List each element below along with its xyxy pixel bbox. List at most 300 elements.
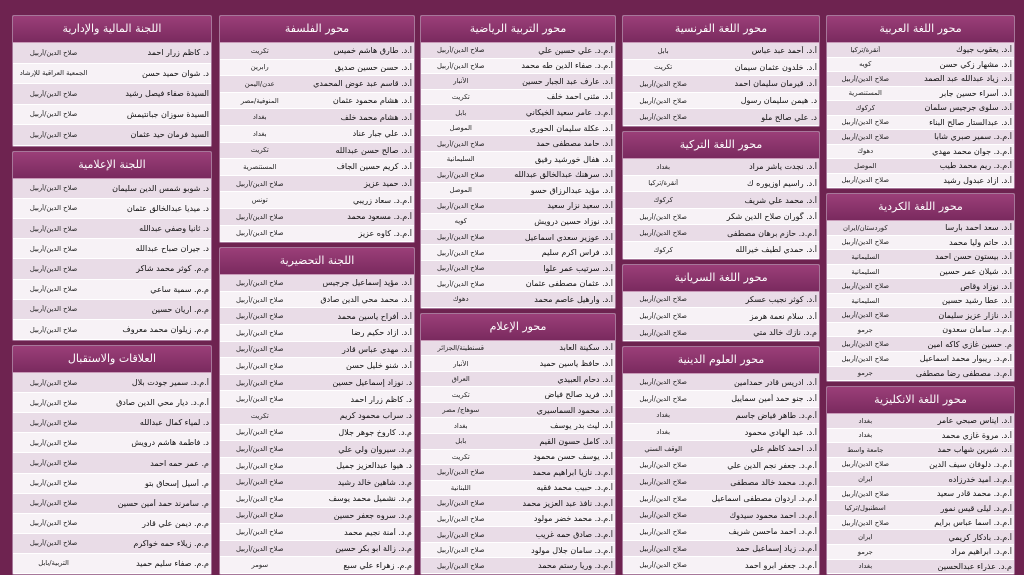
member-row	[827, 414, 1014, 429]
member-affiliation: صلاح الدين/أربيل	[29, 48, 78, 57]
member-name: أ.د. حسن حسين صديق	[334, 62, 412, 72]
member-affiliation: صلاح الدين/أربيل	[235, 229, 284, 238]
member-affiliation: صلاح الدين/أربيل	[29, 519, 78, 528]
committee-card	[826, 15, 1015, 189]
member-row	[220, 192, 414, 209]
member-row	[623, 76, 819, 93]
member-row	[827, 236, 1014, 251]
member-row	[623, 391, 819, 408]
member-row	[220, 325, 414, 342]
member-affiliation: السليمانية	[851, 252, 880, 261]
member-name: أ.م.د. وريا رستم محمد	[538, 561, 613, 571]
member-affiliation: صلاح الدين/أربيل	[235, 544, 284, 553]
member-row	[827, 58, 1014, 73]
member-name: السيد فرمان حيد عثمان	[130, 130, 209, 140]
member-row	[13, 64, 211, 85]
member-name: أ.د. كريم حسين الجاف	[336, 162, 412, 172]
member-name: م.د. نازك خالد متي	[753, 328, 817, 338]
member-row	[13, 320, 211, 340]
member-name: أ.د. عكلة سليمان الحوري	[529, 123, 613, 133]
member-name: أ.د. عطا رشيد حسين	[941, 296, 1012, 306]
member-row	[827, 367, 1014, 382]
member-name: أ.د. أفراح ياسين محمد	[337, 311, 412, 321]
committee-card	[622, 131, 820, 260]
member-name: أ.م.د. نازيا ابراهيم محمد	[532, 467, 613, 477]
member-name: أ.د. عبد الهادي محمود	[744, 427, 817, 437]
member-row	[220, 375, 414, 392]
member-list	[13, 179, 211, 341]
member-name: د. شوبو شمس الدين سليمان	[112, 183, 209, 193]
member-affiliation: صلاح الدين/أربيل	[29, 224, 78, 233]
member-name: أ.م.د. علي حسين علي	[538, 45, 613, 55]
member-name: د. نوزاد إسماعيل حسين	[332, 378, 412, 388]
member-row	[220, 491, 414, 508]
member-affiliation: صلاح الدين/أربيل	[29, 539, 78, 548]
committee-card	[622, 15, 820, 127]
member-list	[13, 373, 211, 574]
member-affiliation: اللبنانية	[450, 483, 471, 492]
member-name: أ.د. مثنى احمد خلف	[546, 92, 613, 102]
member-name: أ.م.د. احمد ماحسن شريف	[728, 527, 817, 537]
member-row	[827, 159, 1014, 174]
member-affiliation: ايران	[858, 533, 873, 542]
committee-title: اللجنة المالية والإدارية	[13, 16, 211, 43]
member-row	[220, 541, 414, 558]
member-name: أ.د. ازاد حكيم رضا	[351, 328, 412, 338]
member-row	[827, 43, 1014, 58]
committee-title: محور العلوم الدينية	[623, 347, 819, 374]
member-affiliation: تكريت	[451, 452, 470, 461]
member-list	[827, 43, 1014, 188]
member-name: أ.م.د. سمير صبري شابا	[934, 132, 1012, 142]
member-name: م.م. زهراء علي سبع	[343, 560, 412, 570]
member-affiliation: صلاح الدين/أربيل	[29, 204, 78, 213]
member-name: أ.د. سعيد نزار سعيد	[547, 201, 613, 211]
member-affiliation: صلاح الدين/أربيل	[639, 561, 687, 570]
member-name: أ.م.د. اسما عباس برايم	[934, 518, 1012, 528]
member-row	[220, 557, 414, 574]
member-affiliation: بغداد	[656, 162, 670, 171]
member-affiliation: صلاح الدين/أربيل	[436, 233, 485, 242]
member-affiliation: صلاح الدين/أربيل	[639, 511, 687, 520]
member-name: أ.م.د. محمد قادر سعيد	[936, 489, 1012, 499]
member-row	[421, 43, 615, 59]
member-name: د. كاظم زرار احمد	[147, 48, 209, 58]
column-4	[826, 15, 1015, 575]
member-name: أ.م.د. ليلى قيس نمور	[940, 503, 1012, 513]
member-affiliation: كويه	[454, 217, 467, 226]
member-row	[220, 159, 414, 176]
member-affiliation: صلاح الدين/أربيل	[436, 561, 485, 570]
member-name: أ.م.د. جوان محمد مهدي	[932, 146, 1012, 156]
member-affiliation: صلاح الدين/أربيل	[29, 244, 78, 253]
member-name: أ.د. حافظ ياسين حميد	[539, 359, 613, 368]
member-affiliation: صلاح الدين/أربيل	[639, 378, 687, 387]
member-row	[421, 168, 615, 184]
member-name: م.م. اريان حسين	[151, 304, 209, 314]
member-affiliation: صلاح الدين/أربيل	[235, 511, 284, 520]
member-row	[421, 199, 615, 215]
member-name: د. شوان حميد حسن	[141, 68, 209, 78]
member-affiliation: صلاح الدين/أربيل	[639, 79, 687, 88]
member-name: م.د. نشميل محمد يوسف	[328, 494, 412, 504]
member-name: أ.د. دحام العبيدي	[557, 374, 613, 384]
member-row	[421, 292, 615, 308]
member-affiliation: بابل	[657, 46, 669, 55]
member-affiliation: المستنصرية	[243, 162, 277, 171]
member-name: أ.م.د. جعفر نجم الدين علي	[727, 460, 817, 470]
member-name: د. جيران صباح عبدالله	[135, 244, 209, 254]
member-name: أ.د. نوزاد حسين درويش	[534, 216, 613, 226]
member-name: أ.د. فريد صالح فياض	[544, 390, 613, 400]
member-name: أ.م.د. محمد خالد مصطفى	[730, 477, 817, 487]
member-row	[220, 76, 414, 93]
member-name: م.د. شاهين خالد رشيد	[337, 477, 412, 487]
member-name: أ.م.د. جعفر ابرو احمد	[745, 560, 817, 570]
member-affiliation: عدن/اليمن	[244, 79, 275, 88]
member-row	[827, 352, 1014, 367]
member-name: أ.م.د. اميد خدرزاده	[948, 474, 1012, 484]
member-row	[827, 116, 1014, 131]
member-name: أ.م.د. زياد إسماعيل حمد	[735, 544, 817, 554]
member-name: م. عمر حمه احمد	[150, 458, 209, 468]
member-affiliation: الأنبار	[453, 359, 469, 368]
member-affiliation: صلاح الدين/أربيل	[841, 282, 890, 291]
member-name: أ.د. شيرين شهاب حمد	[937, 445, 1012, 455]
member-name: أ.د. يوسف حسن محمود	[533, 452, 613, 462]
member-affiliation: الأنبار	[453, 77, 469, 86]
committee-card	[420, 15, 616, 309]
member-row	[13, 373, 211, 393]
member-affiliation: صلاح الدين/أربيل	[235, 212, 284, 221]
member-row	[623, 325, 819, 342]
member-name: م. حسين غازي كاكه امين	[927, 339, 1012, 349]
member-affiliation: بغداد	[656, 428, 670, 437]
member-name: أ.م.د. سامان سعدون	[942, 325, 1012, 335]
member-list	[827, 414, 1014, 574]
member-row	[421, 558, 615, 574]
member-name: أ.د. هشام محمود عثمان	[332, 96, 412, 106]
member-affiliation: صلاح الدين/أربيل	[436, 499, 485, 508]
member-affiliation: صلاح الدين/أربيل	[436, 468, 485, 477]
committee-title: محور التربية الرياضية	[421, 16, 615, 43]
member-affiliation: بغداد	[656, 411, 670, 420]
member-row	[220, 524, 414, 541]
committee-title: اللجنة الإعلامية	[13, 152, 211, 179]
member-name: أ.م.د. حبيب محمد فقيه	[536, 483, 613, 493]
member-affiliation: بابل	[455, 437, 467, 446]
member-affiliation: جرمو	[857, 369, 873, 378]
member-affiliation: جامعة واسط	[847, 445, 884, 454]
member-row	[13, 125, 211, 146]
committee-card	[622, 346, 820, 575]
member-row	[827, 530, 1014, 545]
member-row	[623, 209, 819, 226]
committee-title: العلاقات والاستقبال	[13, 346, 211, 373]
member-affiliation: التربية/بابل	[38, 559, 69, 568]
committee-card	[12, 15, 212, 147]
member-affiliation: أنقرة/تركيا	[850, 45, 881, 54]
member-row	[623, 93, 819, 110]
member-affiliation: صلاح الدين/أربيل	[841, 340, 890, 349]
member-row	[421, 214, 615, 230]
member-name: أ.د. سرتيب عمر علوا	[543, 263, 613, 273]
member-row	[421, 450, 615, 466]
member-row	[220, 209, 414, 226]
member-name: أ.د. ايناس صبحي عامر	[937, 416, 1012, 426]
member-row	[13, 300, 211, 320]
member-name: السيدة سوزان جبانتيمش	[126, 109, 209, 119]
member-row	[421, 341, 615, 357]
member-row	[623, 242, 819, 259]
member-row	[623, 557, 819, 574]
member-affiliation: كويه	[859, 60, 872, 69]
member-name: أ.م.د. طاهر فياض جاسم	[735, 410, 817, 420]
member-affiliation: صلاح الدين/أربيل	[639, 394, 687, 403]
member-affiliation: صلاح الدين/أربيل	[235, 328, 284, 337]
member-affiliation: صلاح الدين/أربيل	[235, 312, 284, 321]
committee-card	[219, 247, 415, 575]
member-row	[220, 441, 414, 458]
member-list	[421, 341, 615, 574]
member-affiliation: صلاح الدين/أربيل	[841, 518, 890, 527]
committee-title: محور الفلسفة	[220, 16, 414, 43]
member-name: م.م. ديمن علي قادر	[142, 518, 209, 528]
member-row	[421, 105, 615, 121]
member-affiliation: صلاح الدين/أربيل	[29, 418, 78, 427]
member-affiliation: أنقرة/تركيا	[648, 179, 679, 188]
member-affiliation: الوقف السني	[644, 444, 682, 453]
member-affiliation: صلاح الدين/أربيل	[841, 311, 890, 320]
member-row	[827, 429, 1014, 444]
committee-title: محور اللغة الفرنسية	[623, 16, 819, 43]
member-row	[220, 342, 414, 359]
member-affiliation: تونس	[251, 196, 268, 205]
member-name: أ.د. ادريس قادر حمدامين	[733, 377, 817, 387]
member-row	[421, 387, 615, 403]
member-affiliation: بغداد	[252, 113, 267, 122]
member-name: د. فاطمة هاشم درويش	[131, 438, 209, 448]
member-row	[827, 265, 1014, 280]
member-name: أ.د. فراس اكرم سليم	[541, 248, 613, 258]
member-name: أ.د. أسراء حسين جابر	[939, 88, 1012, 98]
member-affiliation: صلاح الدين/أربيل	[235, 179, 284, 188]
member-row	[623, 441, 819, 458]
committee-title: محور اللغة التركية	[623, 132, 819, 159]
member-affiliation: صلاح الدين/أربيل	[639, 461, 687, 470]
member-row	[623, 308, 819, 325]
member-row	[421, 418, 615, 434]
member-row	[13, 239, 211, 259]
member-name: أ.د. سكينة العابد	[559, 343, 613, 353]
member-name: أ.د. خلدون عثمان سيمان	[734, 62, 817, 72]
member-name: د. هيوا عبدالعزيز جميل	[336, 461, 412, 471]
member-name: أ.م.د. صادق حمه غريب	[535, 530, 613, 540]
member-row	[13, 453, 211, 473]
member-affiliation: صلاح الدين/أربيل	[841, 176, 890, 185]
member-name: م.م. صفاء سليم حميد	[136, 558, 209, 568]
member-affiliation: صلاح الدين/أربيل	[639, 312, 687, 321]
member-affiliation: صلاح الدين/أربيل	[235, 528, 284, 537]
member-affiliation: صلاح الدين/أربيل	[841, 74, 890, 83]
member-affiliation: تكريت	[654, 63, 673, 72]
member-row	[220, 143, 414, 160]
member-row	[13, 514, 211, 534]
member-row	[220, 109, 414, 126]
member-name: أ.م.د. محمد خضر مولود	[533, 514, 613, 524]
member-name: أ.د. كوثر نجيب عسكر	[745, 294, 817, 304]
member-affiliation: صلاح الدين/أربيل	[436, 201, 485, 210]
member-row	[421, 121, 615, 137]
member-affiliation: صلاح الدين/أربيل	[235, 345, 284, 354]
member-affiliation: صلاح الدين/أربيل	[841, 489, 890, 498]
member-name: أ.م.د. نافذ عبد العزيز محمد	[522, 498, 613, 508]
member-affiliation: الجمعية العراقية للإرشاد	[19, 69, 88, 78]
member-row	[623, 458, 819, 475]
member-name: أ.د. علي جبار عناد	[352, 129, 412, 139]
member-name: أ.د. زياد عبدالله عبد الصمد	[924, 74, 1012, 84]
member-affiliation: صلاح الدين/أربيل	[639, 212, 687, 221]
member-name: أ.م.د. اردوان مصطفى اسماعيل	[711, 494, 817, 504]
member-row	[220, 308, 414, 325]
member-name: د. سراب محمود كريم	[339, 411, 412, 421]
member-row	[220, 358, 414, 375]
member-name: م.د. سروه جعفر حسين	[333, 510, 412, 520]
member-affiliation: صلاح الدين/أربيل	[235, 445, 284, 454]
member-row	[13, 179, 211, 199]
member-affiliation: تكريت	[250, 411, 269, 420]
member-row	[827, 130, 1014, 145]
member-affiliation: صلاح الدين/أربيل	[841, 132, 890, 141]
member-affiliation: صلاح الدين/أربيل	[639, 527, 687, 536]
member-affiliation: صلاح الدين/أربيل	[29, 479, 78, 488]
member-row	[623, 109, 819, 126]
member-name: أ.د. عبدالستار صالح البناء	[929, 117, 1012, 127]
member-name: أ.د. نوزاد وقاص	[960, 281, 1012, 291]
member-affiliation: صلاح الدين/أربيل	[29, 184, 78, 193]
member-name: أ.م.د. مصطفى رضا مصطفى	[915, 368, 1012, 378]
member-affiliation: صلاح الدين/أربيل	[235, 295, 284, 304]
member-row	[623, 541, 819, 558]
member-affiliation: صلاح الدين/أربيل	[436, 170, 485, 179]
member-affiliation: صلاح الدين/أربيل	[29, 438, 78, 447]
member-list	[623, 43, 819, 126]
member-affiliation: صلاح الدين/أربيل	[235, 395, 284, 404]
member-affiliation: السليمانية	[446, 155, 475, 164]
member-name: د. علي صالح ملو	[761, 112, 817, 122]
member-row	[421, 481, 615, 497]
member-name: أ.م.د. سامان جلال مولود	[531, 545, 613, 555]
member-name: أ.د. وارهيل عاصم محمد	[534, 294, 613, 304]
member-name: أ.د. راسيم اوزيوره ك	[747, 178, 817, 188]
member-row	[827, 221, 1014, 236]
member-affiliation: بغداد	[252, 129, 267, 138]
member-name: أ.د. مؤيد إسماعيل جرجيس	[322, 278, 412, 288]
member-affiliation: صلاح الدين/أربيل	[436, 514, 485, 523]
member-name: أ.د. محمد علي شريف	[744, 195, 817, 205]
member-row	[220, 176, 414, 193]
member-affiliation: صلاح الدين/أربيل	[436, 46, 485, 55]
member-list	[827, 221, 1014, 381]
member-affiliation: صلاح الدين/أربيل	[29, 264, 78, 273]
member-row	[13, 105, 211, 126]
member-row	[220, 391, 414, 408]
member-row	[220, 508, 414, 525]
member-name: أ.د. سلام نعمة هرمز	[749, 311, 817, 321]
member-affiliation: صلاح الدين/أربيل	[841, 238, 890, 247]
member-row	[827, 545, 1014, 560]
member-affiliation: صلاح الدين/أربيل	[436, 61, 485, 70]
committee-title: محور اللغة الانكليزية	[827, 387, 1014, 414]
committee-card	[219, 15, 415, 243]
member-name: أ.م.د. دلوفان سيف الدين	[929, 459, 1012, 469]
member-affiliation: اسطنبول/تركيا	[844, 504, 886, 513]
member-name: م.م. زيلوان محمد معروف	[122, 325, 209, 335]
member-affiliation: دهوك	[857, 147, 874, 156]
member-row	[421, 527, 615, 543]
member-affiliation: صلاح الدين/أربيل	[29, 378, 78, 387]
member-name: أ.د. هفال خورشيد رفيق	[534, 154, 613, 164]
member-name: أ.م.د. سمير جودت بلال	[131, 378, 209, 388]
member-name: أ.د. سعد احمد بارسا	[945, 223, 1012, 233]
member-row	[220, 226, 414, 243]
member-affiliation: صلاح الدين/أربيل	[29, 459, 78, 468]
member-row	[827, 174, 1014, 189]
member-affiliation: صلاح الدين/أربيل	[841, 354, 890, 363]
member-row	[827, 337, 1014, 352]
member-name: أ.م.د. ريم محمد طيب	[939, 161, 1012, 171]
member-row	[827, 487, 1014, 502]
member-row	[827, 145, 1014, 160]
member-row	[623, 408, 819, 425]
member-name: أ.م.د. سعاد زريبي	[352, 195, 412, 205]
member-row	[13, 43, 211, 64]
member-affiliation: جرمو	[857, 547, 873, 556]
member-name: أ.د. حميد عزيز	[364, 179, 412, 189]
member-list	[220, 43, 414, 242]
member-affiliation: صلاح الدين/أربيل	[639, 328, 687, 337]
member-row	[220, 474, 414, 491]
member-affiliation: تكريت	[451, 390, 470, 399]
member-name: أ.م.د. كاوه عزيز	[358, 228, 412, 238]
member-row	[220, 126, 414, 143]
member-row	[421, 465, 615, 481]
committee-card	[12, 345, 212, 575]
member-row	[220, 425, 414, 442]
member-name: د. ميديا عبدالخالق عثمان	[126, 203, 209, 213]
member-name: أ.د. شيلان عمر حسين	[939, 267, 1012, 277]
member-row	[13, 534, 211, 554]
member-affiliation: السليمانية	[851, 296, 880, 305]
member-affiliation: صلاح الدين/أربيل	[639, 113, 687, 122]
member-row	[827, 279, 1014, 294]
member-row	[623, 292, 819, 309]
member-name: أ.د. ازاد عبدول رشيد	[943, 175, 1012, 185]
column-1	[219, 15, 415, 575]
member-name: أ.د. مروة غازي محمد	[941, 430, 1012, 440]
member-row	[421, 245, 615, 261]
member-list	[421, 43, 615, 308]
member-list	[623, 374, 819, 574]
member-name: د. كاظم زرار احمد	[350, 394, 412, 404]
member-name: د. ثانيا وصفي عبدالله	[139, 224, 209, 234]
member-name: م.م. سمية ساعي	[150, 284, 209, 294]
member-row	[421, 403, 615, 419]
member-affiliation: العراق	[451, 375, 470, 384]
member-affiliation: سومر	[251, 561, 269, 570]
member-name: م.د. كاروخ جوهر جلال	[338, 427, 412, 437]
member-name: أ.د. سلوى جرجيس سلمان	[924, 103, 1012, 113]
